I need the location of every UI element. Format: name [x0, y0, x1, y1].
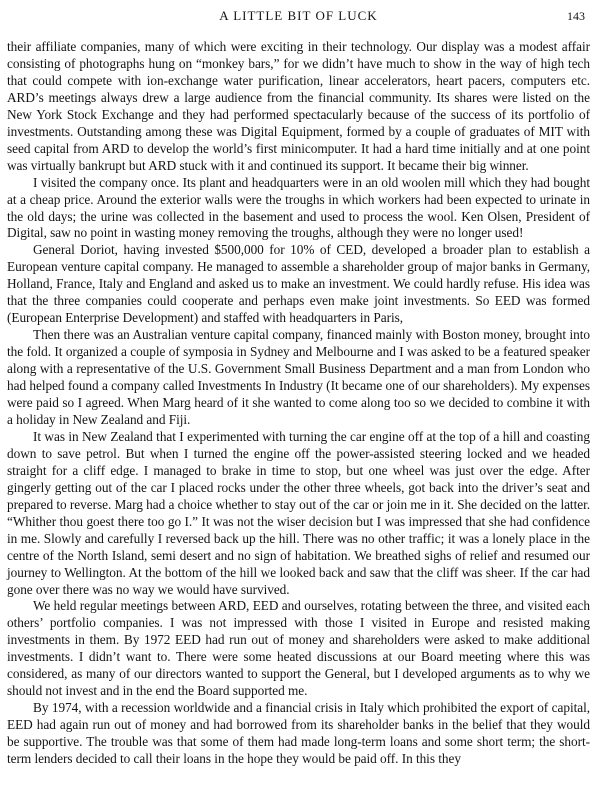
paragraph: By 1974, with a recession worldwide and a financial crisis in Italy which prohibited the export of capital, EED had again run out of money and had borrowed from its shareholder banks in the belief that they would be supportive. The trouble was that some of them had made long-term loans and some short term; the short-term lenders decided to call their loans in the hope they would be paid off. In this they	[7, 700, 590, 767]
paragraph: General Doriot, having invested $500,000 for 10% of CED, developed a broader plan to establish a European venture capital company. He managed to assemble a shareholder group of major banks in Germany, Holland, France, Italy and England and asked us to make an investment. We could hardly refuse. His idea was that the three companies could cooperate and perhaps even make joint investments. So EED was formed (European Enterprise Development) and staffed with headquarters in Paris,	[7, 242, 590, 326]
paragraph: Then there was an Australian venture capital company, financed mainly with Boston money, brought into the fold. It organized a couple of symposia in Sydney and Melbourne and I was asked to be a featured speaker along with a representative of the U.S. Government Small Business Department and a man from London who had helped found a company called Investments In Industry (It became one of our shareholders). My expenses were paid so I agreed. When Marg heard of it she wanted to come along too so we decided to combine it with a holiday in New Zealand and Fiji.	[7, 327, 590, 427]
body-text	[7, 39, 590, 768]
paragraph: We held regular meetings between ARD, EED and ourselves, rotating between the three, and visited each others’ portfolio companies. I was not impressed with those I visited in Europe and resisted making investments in them. By 1972 EED had run out of money and shareholders were asked to make additional investments. I didn’t want to. There were some heated discussions at our Board meeting where this was considered, as many of our directors wanted to support the General, but I developed arguments as to why we should not invest and in the end the Board supported me.	[7, 598, 590, 699]
paragraph: It was in New Zealand that I experimented with turning the car engine off at the top of a hill and coasting down to save petrol. But when I turned the engine off the power-assisted steering locked and we headed straight for a cliff edge. I managed to brake in time to stop, but one wheel was just over the edge. After gingerly getting out of the car I placed rocks under the other three wheels, got back into the driver’s seat and prepared to reverse. Marg had a choice whether to stay out of the car or join me in it. She decided on the latter. “Whither thou goest there too go I.” It was not the wiser decision but I was impressed that she had confidence in me. Slowly and carefully I reversed back up the hill. There was no other traffic; it was a lonely place in the centre of the North Island, semi desert and no sign of habitation. We breathed sighs of relief and resumed our journey to Wellington. At the bottom of the hill we looked back and saw that the cliff was sheer. If the car had gone over there was no way we would have survived.	[7, 428, 590, 597]
paragraph-continuation: their affiliate companies, many of which were exciting in their technology. Our display was a modest affair consisting of photographs hung on “monkey bars,” for we didn’t have much to show in the way of high tech that could compete with ion-exchange water purification, linear accelerators, heart pacers, computers etc. ARD’s meetings always drew a large audience from the financial community. Its shares were listed on the New York Stock Exchange and they had performed spectacularly because of the success of its portfolio of investments. Outstanding among these was Digital Equipment, formed by a couple of graduates of MIT with seed capital from ARD to develop the world’s first minicomputer. It had a hard time initially and at one point was virtually bankrupt but ARD stuck with it and continued its support. It became their big winner.	[7, 39, 590, 173]
page-number: 143	[567, 9, 585, 23]
running-header	[0, 8, 597, 24]
running-title: A LITTLE BIT OF LUCK	[219, 8, 378, 23]
paragraph: I visited the company once. Its plant and headquarters were in an old woolen mill which they had bought at a cheap price. Around the exterior walls were the troughs in which workers had been expected to urinate in the old days; the urine was collected in the basement and used to process the wool. Ken Olsen, President of Digital, saw no point in wasting money removing the troughs, although they were no longer used!	[7, 174, 590, 241]
